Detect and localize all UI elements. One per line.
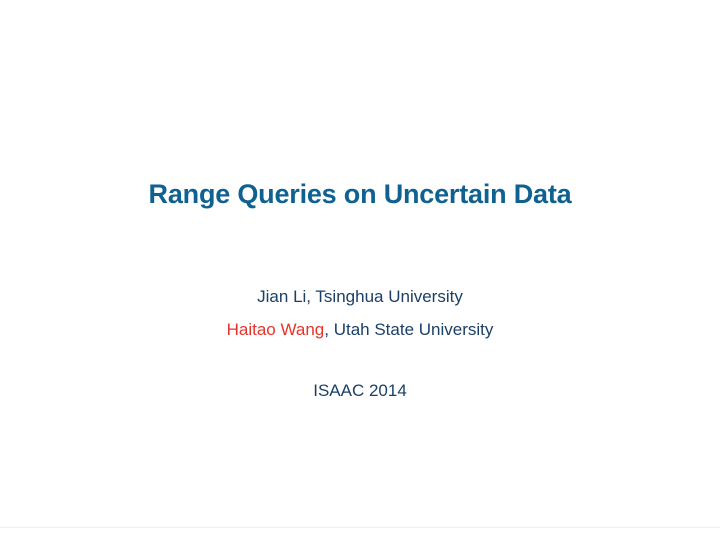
subtitle-block: [0, 280, 720, 407]
author-2-affiliation: , Utah State University: [324, 320, 494, 340]
author-1-name: Jian Li, Tsinghua University: [257, 287, 463, 306]
venue-line: [0, 374, 720, 407]
author-line-1: [0, 280, 720, 313]
author-line-2: [0, 313, 720, 346]
bottom-divider: [0, 527, 720, 528]
title-block: [0, 178, 720, 210]
venue-label: ISAAC 2014: [313, 381, 407, 401]
author-2-name-highlight: Haitao Wang: [226, 320, 325, 340]
page-title: Range Queries on Uncertain Data: [148, 179, 572, 209]
